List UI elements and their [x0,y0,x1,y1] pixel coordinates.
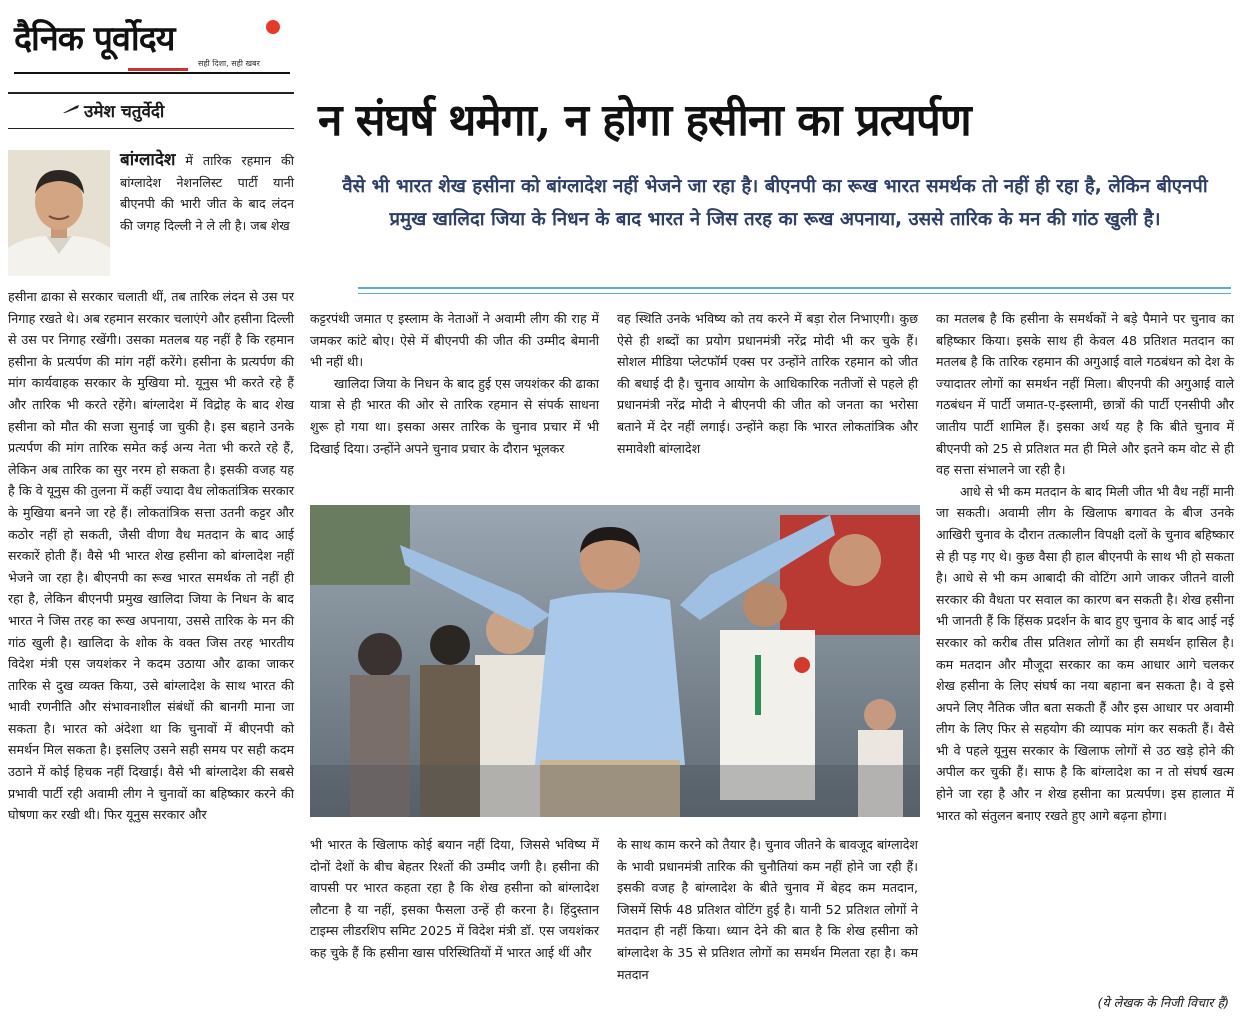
paragraph: हसीना ढाका से सरकार चलाती थीं, तब तारिक लंदन से उस पर निगाह रखते थे। अब रहमान सरकार चलाएंगे और हसीना दिल्ली से उस पर निगाह रखेंगी। उसका मतलब यह नहीं है कि रहमान हसीना के प्रत्यर्पण की मांग नहीं करेंगे। हसीना के प्रत्यर्पण की मांग कार्यवाहक सरकार के मुखिया मो. यूनुस भी करते रहे हैं और तारिक भी करते रहेंगे। बांग्लादेश में विद्रोह के बाद शेख हसीना को मौत की सजा सुनाई जा चुकी है। इस बहाने उनके प्रत्यर्पण की मांग तारिक समेत कई अन्य नेता भी करते रहे हैं, लेकिन अब तारिक का सुर नरम हो सकता है। इसकी वजह यह है कि वे यूनुस की तुलना में कहीं ज्यादा वैध लोकतांत्रिक सरकार के मुखिया बनने जा रहे हैं। लोकतांत्रिक सत्ता उतनी कट्टर और कठोर नहीं हो सकती, जैसी वीणा वैध मतदान के बाद आई सरकारें होती हैं। वैसे भी भारत शेख हसीना को बांग्लादेश नहीं भेजने जा रहा है। बीएनपी का रूख भारत समर्थक तो नहीं ही रहा है, लेकिन बीएनपी प्रमुख खालिदा जिया के निधन के बाद भारत ने जिस तरह का रूख अपनाया, उससे तारिक के मन की गांठ खुली है। खालिदा के शोक के वक्त जिस तरह भारतीय विदेश मंत्री एस जयशंकर ने कदम उठाया और ढाका जाकर तारिक से दुख व्यक्त किया, उसे बांग्लादेश के साथ भारत की भावी रणनीति और संभावनाशील संबंधों की बानगी माना जा सकता है। भारत को अंदेशा था कि चुनावों में बीएनपी को समर्थन मिल सकता है। इसलिए उसने सही समय पर सही कदम उठाने में कोई हिचक नहीं दिखाई। वैसे भी बांग्लादेश की सबसे प्रभावी पार्टी रही अवामी लीग ने चुनावों का बहिष्कार करने की घोषणा कर रखी थी। फिर यूनुस सरकार और [8,289,294,823]
article-column-2-bottom [310,834,599,964]
paragraph: भी भारत के खिलाफ कोई बयान नहीं दिया, जिससे भविष्य में दोनों देशों के बीच बेहतर रिश्तों की उम्मीद जगी है। हसीना की वापसी पर भारत कहता रहा है कि शेख हसीना को बांग्लादेश लौटना है या नहीं, इसका फैसला उन्हें ही करना है। हिंदुस्तान टाइम्स लीडरशिप समिट 2025 में विदेश मंत्री डॉ. एस जयशंकर कह चुके हैं कि हसीना खास परिस्थितियों में भारत आई थीं और [310,837,599,960]
paragraph: आधे से भी कम मतदान के बाद मिली जीत भी वैध नहीं मानी जा सकती। अवामी लीग के खिलाफ बगावत के बीज उनके आखिरी चुनाव के दौरान तत्कालीन विपक्षी दलों के चुनाव बहिष्कार से ही पड़ गए थे। कुछ वैसा ही हाल बीएनपी के साथ भी हो सकता है। आधे से भी कम आबादी की वोटिंग आगे जाकर जीतने वाली सरकार की वैधता पर सवाल का कारण बन सकती है। शेख हसीना भी जानती हैं कि हिंसक प्रदर्शन के बाद हुए चुनाव के बाद आई नई सरकार को करीब तीस प्रतिशत लोगों का ही समर्थन हासिल है। कम मतदान और मौजूदा सरकार का कम आधार आगे चलकर शेख हसीना के लिए संघर्ष का नया बहाना बन सकता है। वे इसे अपने लिए नैतिक जीत बता सकती हैं और इस आधार पर अवामी लीग के लिए फिर से सहयोग की व्यापक मांग कर सकती हैं। वैसे भी वे पहले यूनुस सरकार के खिलाफ लोगों से उठ खड़े होने की अपील कर चुकी हैं। साफ है कि बांग्लादेश का न तो संघर्ष खत्म होने जा रहा है और न शेख हसीना का प्रत्यर्पण। इस हालात में भारत को संतुलन बनाए रखते हुए आगे बढ़ना होगा। [936,483,1234,823]
author-photo [8,150,110,276]
author-name: उमेश चतुर्वेदी [84,102,165,122]
headline: न संघर्ष थमेगा, न होगा हसीना का प्रत्यर्पण [318,95,971,146]
masthead-title: दैनिक पूर्वोदय [14,19,175,59]
pen-icon [62,104,80,114]
masthead-dot-icon [266,20,280,34]
paragraph: कट्टरपंथी जमात ए इस्लाम के नेताओं ने अवामी लीग की राह में जमकर कांटे बोए। ऐसे में बीएनपी की जीत की उम्मीद बेमानी भी नहीं थी। [310,311,599,370]
deck-rule-thin [358,293,1231,294]
masthead [8,6,298,76]
masthead-rule [14,72,290,74]
article-column-3-bottom [617,834,918,985]
main-photo [310,505,920,817]
disclaimer: (ये लेखक के निजी विचार हैं) [1097,995,1229,1010]
paragraph: के साथ काम करने को तैयार है। चुनाव जीतने के बावजूद बांग्लादेश के भावी प्रधानमंत्री तारिक की चुनौतियां कम नहीं होने जा रही हैं। इसकी वजह है बांग्लादेश के बीते चुनाव में बेहद कम मतदान, जिसमें सिर्फ 48 प्रतिशत वोटिंग हुई है। यानी 52 प्रतिशत लोगों ने मतदान ही नहीं किया। ध्यान देने की बात है कि शेख हसीना को बांग्लादेश के 35 से प्रतिशत लोगों का समर्थन मिलता रहा है। कम मतदान [617,837,918,982]
paragraph: खालिदा जिया के निधन के बाद हुई एस जयशंकर की ढाका यात्रा से ही भारत की ओर से तारिक रहमान से संपर्क साधना शुरू हो गया था। इसका असर तारिक के चुनाव प्रचार में भी दिखाई दिया। उन्होंने अपने चुनाव प्रचार के दौरान भूलकर [310,375,599,456]
article-column-2-top [310,308,599,459]
article-column-3-top [617,308,918,459]
deck-rule [358,287,1231,289]
paragraph: वह स्थिति उनके भविष्य को तय करने में बड़ा रोल निभाएगी। कुछ ऐसे ही शब्दों का प्रयोग प्रधानमंत्री नरेंद्र मोदी भी कर चुके हैं। सोशल मीडिया प्लेटफॉर्म एक्स पर उन्होंने तारिक रहमान को जीत की बधाई दी है। चुनाव आयोग के आधिकारिक नतीजों से पहले ही प्रधानमंत्री नरेंद्र मोदी ने बीएनपी की जीत को जनता का भरोसा बताने में देर नहीं लगाई। उन्होंने कहा कि भारत लोकतांत्रिक और समावेशी बांग्लादेश [617,311,918,456]
masthead-tagline: सही दिशा, सही खबर [198,59,260,68]
lede-text: में तारिक रहमान की बांग्लादेश नेशनलिस्ट पार्टी यानी बीएनपी की भारी जीत के बाद लंदन की जगह दिल्ली ने ले ली है। जब शेख [120,153,294,233]
article-column-1 [8,286,294,826]
deck-summary: वैसे भी भारत शेख हसीना को बांग्लादेश नहीं भेजने जा रहा है। बीएनपी का रूख भारत समर्थक तो नहीं ही रहा है, लेकिन बीएनपी प्रमुख खालिदा जिया के निधन के बाद भारत ने जिस तरह का रूख अपनाया, उससे तारिक के मन की गांठ खुली है। [342,176,1208,230]
article-column-4 [936,308,1234,826]
masthead-accent-bar [128,68,188,71]
article-lede [120,150,294,236]
byline [8,92,294,129]
dateline: बांग्लादेश [120,150,176,170]
paragraph: का मतलब है कि हसीना के समर्थकों ने बड़े पैमाने पर चुनाव का बहिष्कार किया। इसके साथ ही केवल 48 प्रतिशत मतदान का मतलब है कि तारिक रहमान की अगुआई वाले गठबंधन को देश के ज्यादातर लोगों का समर्थन नहीं मिला। बीएनपी की अगुआई वाले गठबंधन में पार्टी जमात-ए-इस्लामी, छात्रों की पार्टी एनसीपी और जातीय पार्टी शामिल हैं। इसका अर्थ यह है कि बीते चुनाव में बीएनपी को 25 से प्रतिशत मत ही मिले और इतने कम वोट से ही वह सत्ता संभालने जा रही है। [936,311,1234,478]
